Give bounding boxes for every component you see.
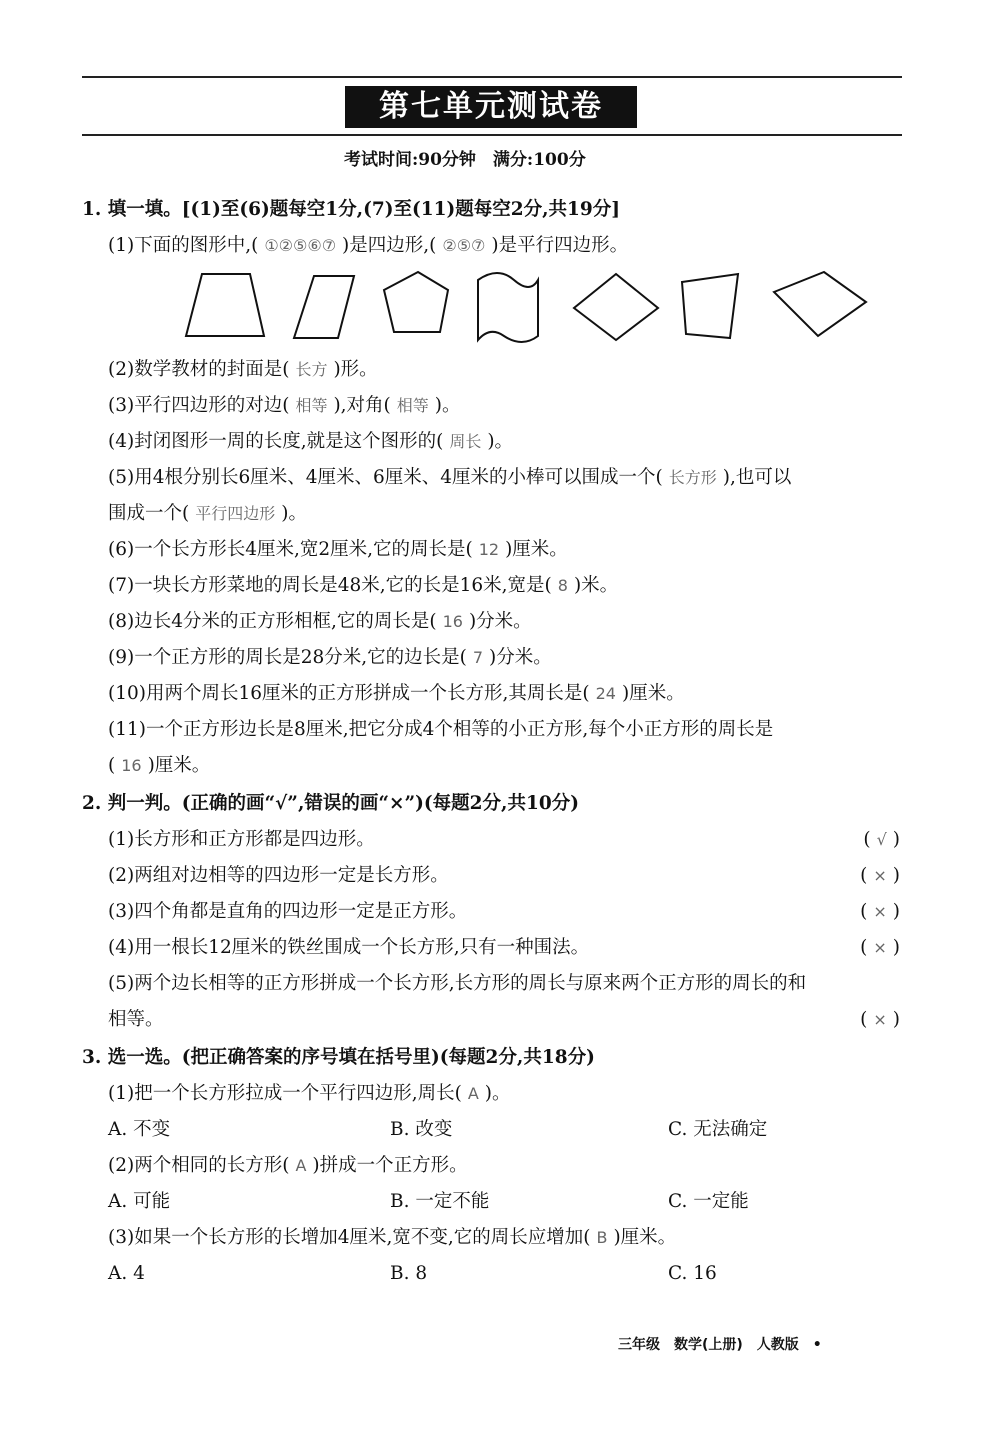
answer: 7 xyxy=(472,648,484,667)
s2-answer-5: ( × ) xyxy=(860,1009,900,1030)
answer: 周长 xyxy=(449,432,482,451)
s2-answer-3: ( × ) xyxy=(860,901,900,922)
s2-item-3: (3)四个角都是直角的四边形一定是正方形。 xyxy=(108,901,468,922)
s1-q3 xyxy=(108,394,461,418)
q-text: )形。 xyxy=(333,359,378,380)
s2-answer-2: ( × ) xyxy=(860,865,900,886)
q-text: (5)用4根分别长6厘米、4厘米、6厘米、4厘米的小棒可以围成一个( xyxy=(108,467,663,488)
q-text: (7)一块长方形菜地的周长是48米,它的长是16米,宽是( xyxy=(108,575,552,596)
s3-q1-option-b: B. 改变 xyxy=(390,1119,453,1140)
s1-q7 xyxy=(108,574,618,598)
answer: 16 xyxy=(442,612,463,631)
answer: 长方形 xyxy=(668,468,717,487)
q-text: )分米。 xyxy=(489,647,552,668)
answer: A xyxy=(295,1156,307,1175)
q-text: )厘米。 xyxy=(505,539,568,560)
s3-q1-option-c: C. 无法确定 xyxy=(668,1119,768,1140)
q-text: )分米。 xyxy=(468,611,532,632)
q-text: ),对角( xyxy=(333,395,391,416)
s1-q11 xyxy=(108,718,773,742)
s3-q3-option-c: C. 16 xyxy=(668,1263,717,1284)
shape-6-quadrilateral xyxy=(682,274,738,338)
section2-heading: 2. 判一判。(正确的画“√”,错误的画“×”)(每题2分,共10分) xyxy=(82,793,579,814)
q-text: (3)平行四边形的对边( xyxy=(108,395,290,416)
s2-item-4: (4)用一根长12厘米的铁丝围成一个长方形,只有一种围法。 xyxy=(108,937,590,958)
answer: 16 xyxy=(121,756,142,775)
shapes-figure xyxy=(180,266,880,350)
answer: 24 xyxy=(595,684,616,703)
answer: 平行四边形 xyxy=(195,504,276,523)
q-text: )。 xyxy=(281,503,307,524)
section3-heading: 3. 选一选。(把正确答案的序号填在括号里)(每题2分,共18分) xyxy=(82,1047,595,1068)
s1-q4 xyxy=(108,430,513,454)
q-text: (8)边长4分米的正方形相框,它的周长是( xyxy=(108,611,437,632)
q-text: (6)一个长方形长4厘米,宽2厘米,它的周长是( xyxy=(108,539,473,560)
q-text: (2)数学教材的封面是( xyxy=(108,359,290,380)
answer: 相等 xyxy=(396,396,429,415)
q-text: (4)封闭图形一周的长度,就是这个图形的( xyxy=(108,431,444,452)
answer: ①②⑤⑥⑦ xyxy=(264,236,337,255)
s1-q5 xyxy=(108,466,791,490)
answer: ②⑤⑦ xyxy=(442,236,486,255)
answer: 相等 xyxy=(295,396,328,415)
q-text: )是平行四边形。 xyxy=(491,235,629,256)
q-text: ),也可以 xyxy=(722,467,792,488)
s2-answer-1: ( √ ) xyxy=(863,829,900,850)
s1-q9 xyxy=(108,646,552,670)
s2-item-2: (2)两组对边相等的四边形一定是长方形。 xyxy=(108,865,449,886)
q-text: (11)一个正方形边长是8厘米,把它分成4个相等的小正方形,每个小正方形的周长是 xyxy=(108,719,774,740)
q-text: (1)把一个长方形拉成一个平行四边形,周长( xyxy=(108,1083,462,1104)
shape-2-parallelogram xyxy=(294,276,354,338)
s3-q1-option-a: A. 不变 xyxy=(108,1119,171,1140)
s1-q2 xyxy=(108,358,378,382)
top-rule xyxy=(82,76,902,78)
s3-q2-option-a: A. 可能 xyxy=(108,1191,171,1212)
q-text: (2)两个相同的长方形( xyxy=(108,1155,290,1176)
shape-5-rhombus xyxy=(574,274,658,340)
answer: 长方 xyxy=(295,360,328,379)
page-footer: 三年级 数学(上册) 人教版 • xyxy=(618,1337,822,1353)
s2-item-1: (1)长方形和正方形都是四边形。 xyxy=(108,829,375,850)
q-text: )。 xyxy=(484,1083,511,1104)
q-text: )厘米。 xyxy=(621,683,685,704)
shape-1-trapezoid xyxy=(186,274,264,336)
q-text: 围成一个( xyxy=(108,503,190,524)
s1-q8 xyxy=(108,610,532,634)
s3-q3 xyxy=(108,1226,676,1250)
q-text: (3)如果一个长方形的长增加4厘米,宽不变,它的周长应增加( xyxy=(108,1227,591,1248)
s1-q1 xyxy=(108,234,628,258)
s1-q5-cont xyxy=(108,502,307,526)
q-text: )。 xyxy=(487,431,514,452)
q-text: (9)一个正方形的周长是28分米,它的边长是( xyxy=(108,647,467,668)
s3-q3-option-a: A. 4 xyxy=(108,1263,145,1284)
s3-q1 xyxy=(108,1082,510,1106)
s2-item-5-cont: 相等。 xyxy=(108,1009,164,1030)
shape-4-wavy xyxy=(478,273,538,342)
page-title: 第七单元测试卷 xyxy=(345,86,637,128)
s2-answer-4: ( × ) xyxy=(860,937,900,958)
q-text: ( xyxy=(108,755,116,776)
answer: B xyxy=(596,1228,608,1247)
q-text: (10)用两个周长16厘米的正方形拼成一个长方形,其周长是( xyxy=(108,683,590,704)
q-text: )厘米。 xyxy=(147,755,211,776)
s3-q2 xyxy=(108,1154,468,1178)
q-text: )米。 xyxy=(573,575,619,596)
shape-7-parallelogram xyxy=(774,272,866,336)
q-text: )拼成一个正方形。 xyxy=(312,1155,468,1176)
q-text: (1)下面的图形中,( xyxy=(108,235,259,256)
s1-q11-cont xyxy=(108,754,210,778)
title-rule xyxy=(82,134,902,136)
exam-info: 考试时间:90分钟 满分:100分 xyxy=(344,150,586,170)
shape-3-pentagon xyxy=(384,272,448,332)
q-text: )。 xyxy=(434,395,461,416)
q-text: )是四边形,( xyxy=(342,235,437,256)
answer: 12 xyxy=(478,540,500,559)
s1-q6 xyxy=(108,538,568,562)
answer: 8 xyxy=(557,576,568,595)
answer: A xyxy=(467,1084,479,1103)
s3-q2-option-b: B. 一定不能 xyxy=(390,1191,490,1212)
q-text: )厘米。 xyxy=(613,1227,677,1248)
section1-heading: 1. 填一填。[(1)至(6)题每空1分,(7)至(11)题每空2分,共19分] xyxy=(82,199,621,220)
s3-q3-option-b: B. 8 xyxy=(390,1263,428,1284)
s2-item-5: (5)两个边长相等的正方形拼成一个长方形,长方形的周长与原来两个正方形的周长的和 xyxy=(108,973,807,994)
s3-q2-option-c: C. 一定能 xyxy=(668,1191,749,1212)
s1-q10 xyxy=(108,682,685,706)
